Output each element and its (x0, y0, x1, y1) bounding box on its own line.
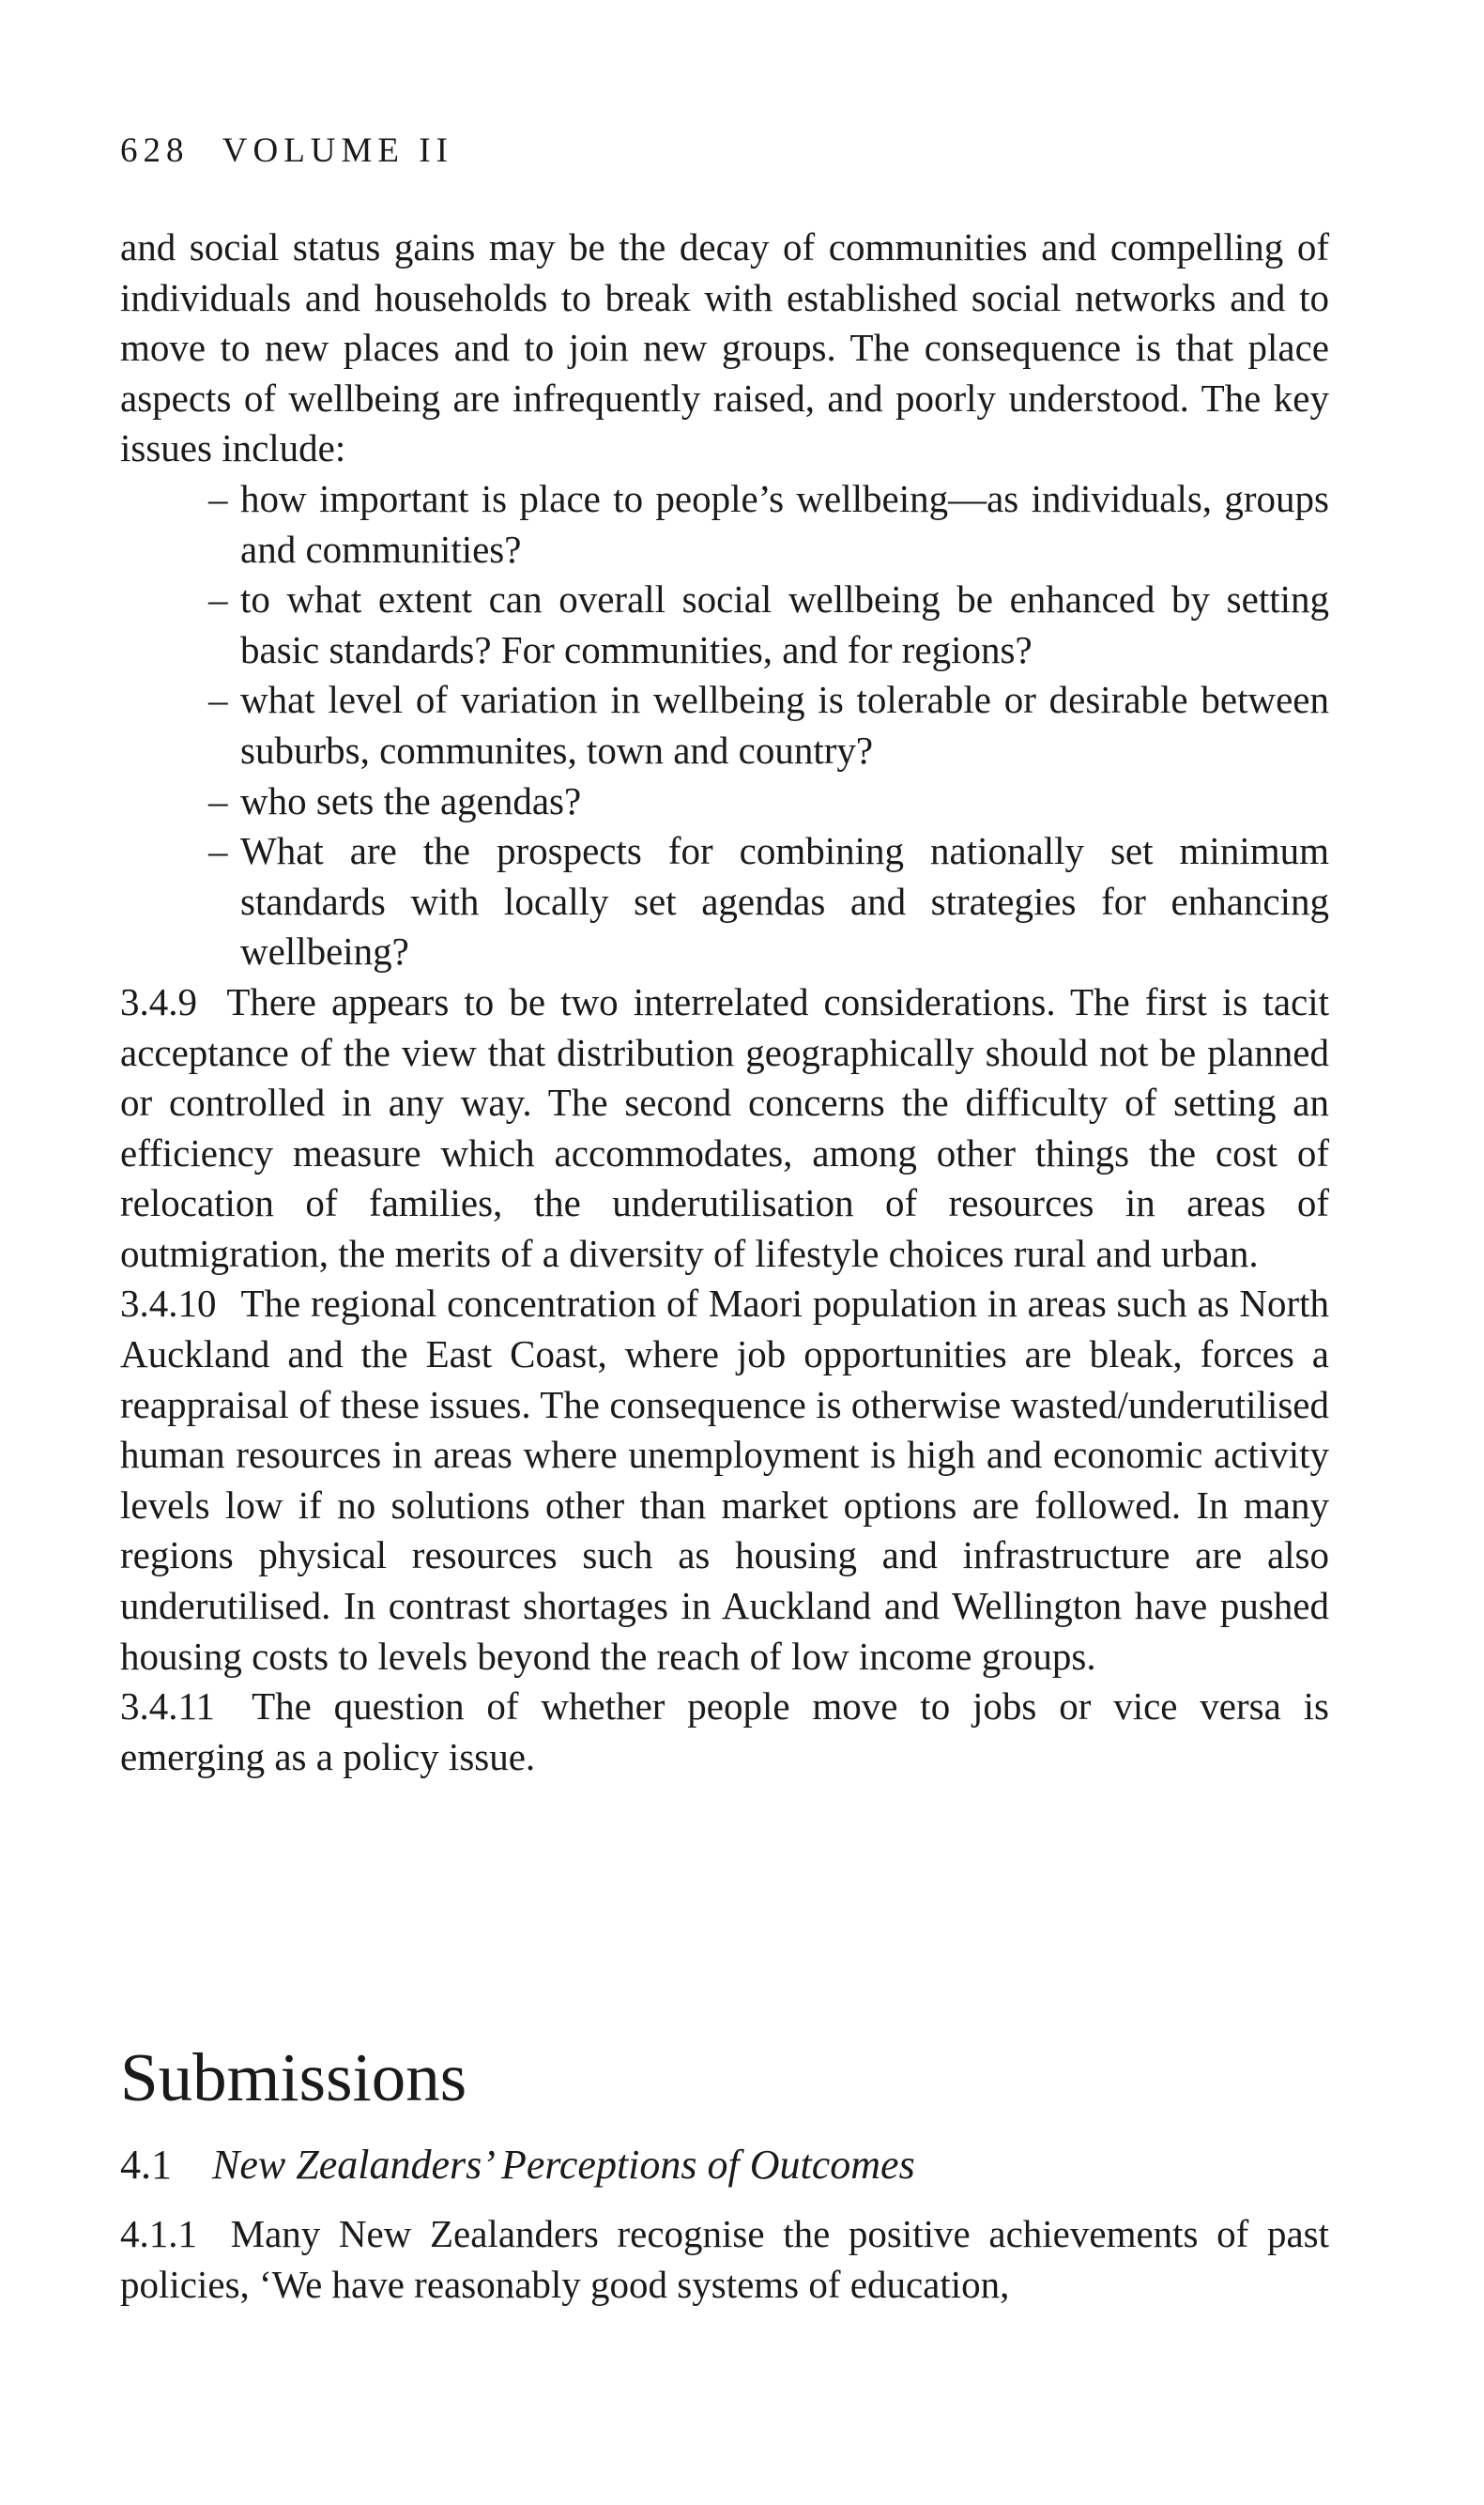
list-item-text: What are the prospects for combining nationally set minimum standards with locally set agendas and strategies for enhancing wellbeing? (240, 829, 1329, 974)
list-item (120, 575, 1329, 675)
paragraph-number: 4.1.1 (120, 2212, 197, 2255)
dash-marker: – (208, 577, 228, 622)
dash-marker: – (208, 778, 228, 822)
list-item (120, 826, 1329, 977)
page-number: 628 (120, 131, 190, 170)
running-head (120, 133, 453, 168)
list-item (120, 675, 1329, 776)
list-item (120, 474, 1329, 575)
paragraph-4-1-1 (120, 2209, 1329, 2310)
list-item-text: who sets the agendas? (240, 778, 582, 822)
paragraph-text: The question of whether people move to jobs or vice versa is emerging as a policy issue. (120, 1684, 1329, 1778)
key-issues-list (120, 474, 1329, 977)
list-item-text: to what extent can overall social wellbeing be enhanced by setting basic standards? For communities, and for regions? (240, 577, 1329, 671)
list-item (120, 776, 1329, 827)
paragraph-text: Many New Zealanders recognise the positive achievements of past policies, ‘We have reasonably good systems of education, (120, 2212, 1329, 2306)
paragraph-number: 3.4.10 (120, 1282, 217, 1326)
paragraph-text: The regional concentration of Maori population in areas such as North Auckland and the East Coast, where job opportunities are bleak, forces a reappraisal of these issues. The consequence is otherwise wasted/underutilised human resources in areas where unemployment is high and economic activity levels low if no solutions other than market options are followed. In many regions physical resources such as housing and infrastructure are also underutilised. In contrast shortages in Auckland and Wellington have pushed housing costs to levels beyond the reach of low income groups. (120, 1282, 1329, 1678)
paragraph-3-4-9 (120, 977, 1329, 1280)
paragraph-number: 3.4.11 (120, 1684, 215, 1729)
list-item-text: what level of variation in wellbeing is tolerable or desirable between suburbs, communites, town and country? (240, 678, 1329, 772)
list-item-text: how important is place to people’s wellbeing—as individuals, groups and communities? (240, 476, 1329, 571)
dash-marker: – (208, 678, 228, 722)
body-text (120, 223, 1329, 1782)
paragraph-number: 3.4.9 (120, 979, 197, 1023)
intro-paragraph: and social status gains may be the decay of communities and compelling of individuals and households to break with established social networks and to move to new places and to join new groups. The consequence is that place aspects of wellbeing are infrequently raised, and poorly understood. The key issues include: (120, 225, 1329, 470)
dash-marker: – (208, 829, 228, 873)
subsection-number: 4.1 (120, 2142, 172, 2188)
paragraph-3-4-11 (120, 1682, 1329, 1782)
volume-label: VOLUME II (222, 131, 453, 170)
paragraph-3-4-10 (120, 1279, 1329, 1682)
section-title: Submissions (120, 2039, 467, 2115)
subsection-heading (120, 2144, 915, 2186)
dash-marker: – (208, 476, 228, 520)
paragraph-text: There appears to be two interrelated considerations. The first is tacit acceptance of the view that distribution geographically should not be planned or controlled in any way. The second concerns the difficulty of setting an efficiency measure which accommodates, among other things the cost of relocation of families, the underutilisation of resources in areas of outmigration, the merits of a diversity of lifestyle choices rural and urban. (120, 979, 1330, 1275)
subsection-title: New Zealanders’ Perceptions of Outcomes (212, 2142, 915, 2188)
